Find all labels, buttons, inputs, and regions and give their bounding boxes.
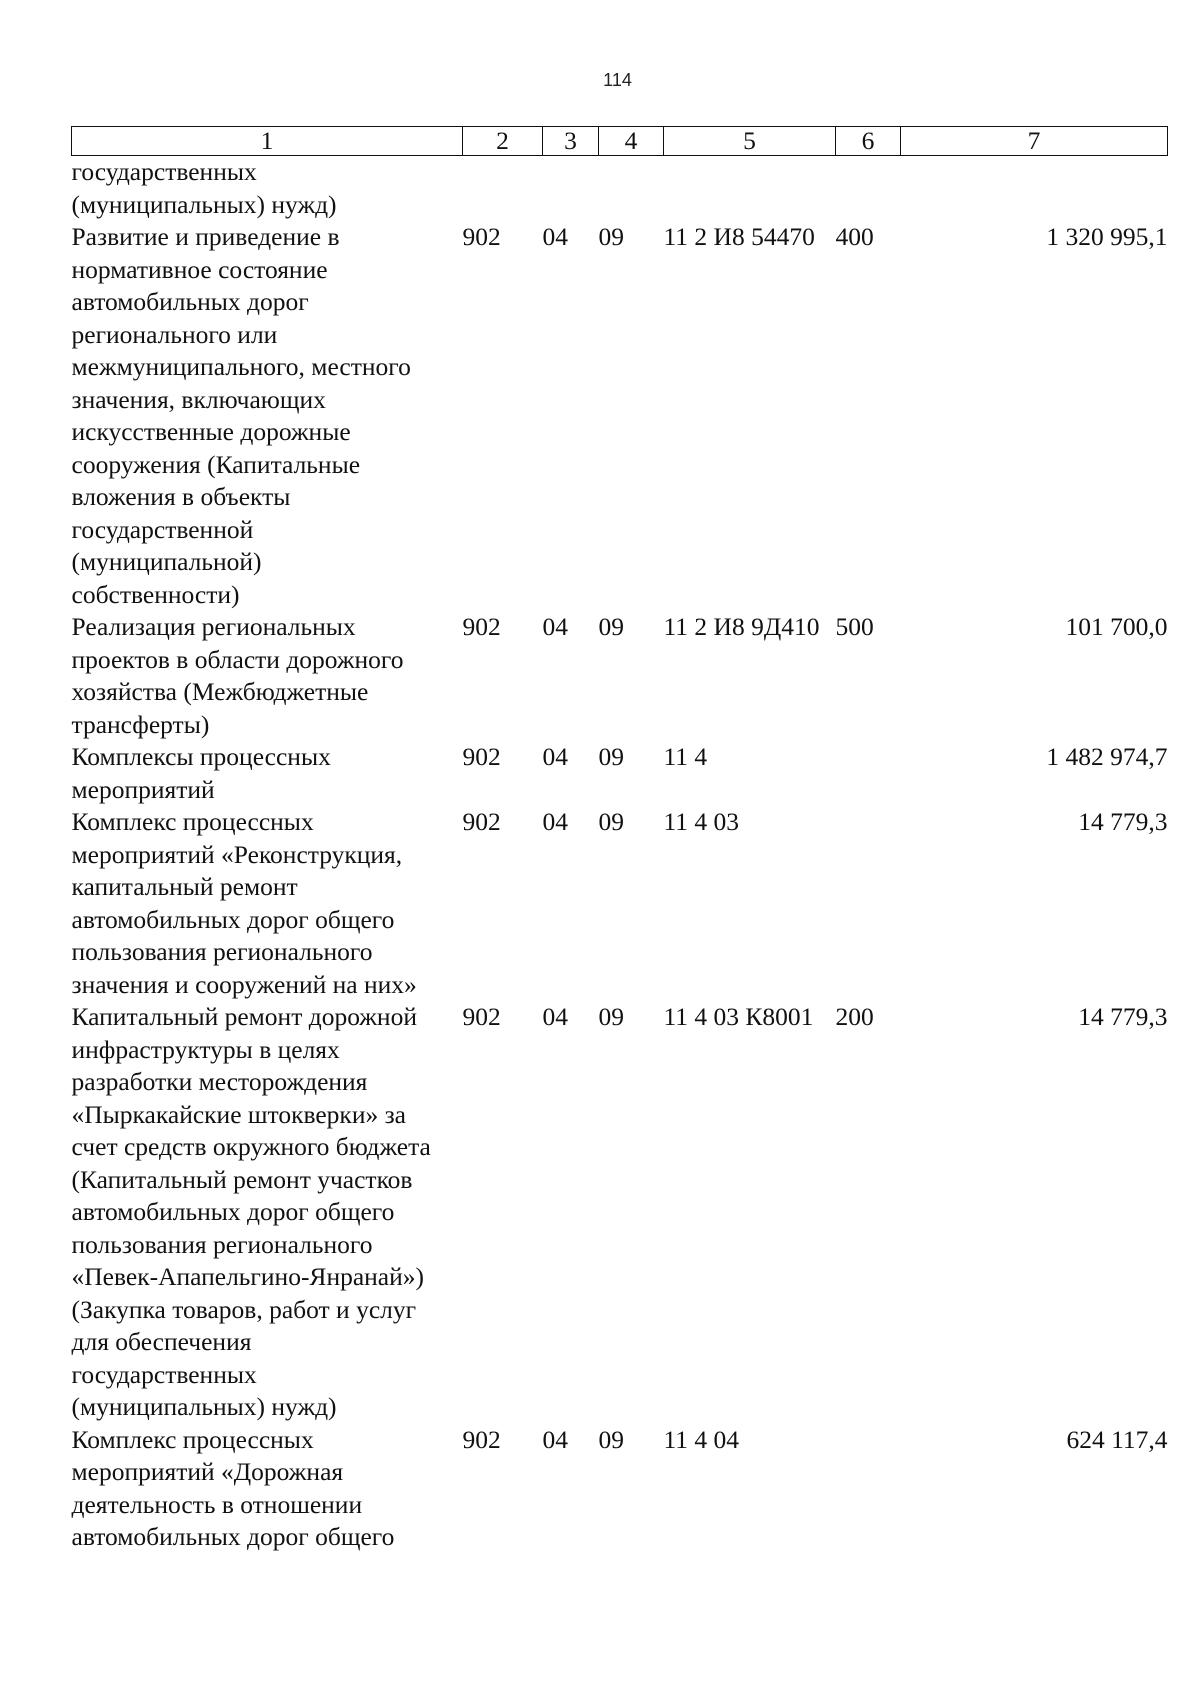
target-article-cell — [664, 156, 836, 222]
amount-cell: 101 700,0 — [1065, 612, 1168, 641]
amount-cell: 1 320 995,1 — [1046, 222, 1168, 251]
section-code-cell — [543, 156, 599, 222]
row-name-cell — [72, 221, 463, 611]
row-name-line: (муниципальной) — [71, 547, 262, 576]
target-article-cell: 11 4 03 К8001 — [663, 1002, 814, 1031]
row-name-line: Развитие и приведение в — [71, 222, 340, 251]
row-name-cell — [72, 611, 463, 741]
column-header-6: 6 — [836, 127, 901, 156]
row-name-line: трансферты) — [71, 709, 210, 739]
budget-table — [71, 126, 1168, 1554]
row-name-line: для обеспечения — [71, 1327, 252, 1356]
table-body — [72, 156, 1168, 1554]
subsection-code-cell: 09 — [598, 612, 624, 641]
row-name-line: автомобильных дорог общего — [71, 1197, 395, 1226]
row-name-cell — [72, 1424, 463, 1554]
row-name-line: хозяйства (Межбюджетные — [71, 677, 369, 706]
amount-cell: 14 779,3 — [1078, 1002, 1168, 1031]
row-name-line: счет средств окружного бюджета — [71, 1132, 431, 1161]
row-name-line: Капитальный ремонт дорожной — [71, 1002, 417, 1031]
row-name-line: мероприятий — [71, 774, 215, 804]
table-row — [72, 1001, 1168, 1424]
subsection-code-cell: 09 — [598, 1002, 624, 1031]
amount-cell: 1 482 974,7 — [1046, 742, 1168, 771]
row-name-line: пользования регионального — [71, 937, 373, 966]
target-article-cell: 11 4 — [663, 742, 708, 771]
section-code-cell: 04 — [542, 222, 568, 251]
section-code-cell: 04 — [542, 742, 568, 771]
row-name-line: «Пыркакайские штокверки» за — [71, 1099, 406, 1129]
row-name-line: Реализация региональных — [71, 612, 356, 641]
section-code-cell: 04 — [542, 612, 568, 641]
row-name-line: Комплексы процессных — [71, 742, 331, 771]
row-name-line: регионального или — [71, 319, 278, 349]
subsection-code-cell: 09 — [598, 807, 624, 836]
row-name-line: автомобильных дорог общего — [71, 904, 395, 934]
row-name-line: пользования регионального — [71, 1229, 373, 1259]
row-name-line: мероприятий «Реконструкция, — [71, 839, 403, 869]
row-name-line: государственных — [71, 157, 257, 186]
row-name-line: (Закупка товаров, работ и услуг — [71, 1294, 417, 1324]
ministry-code-cell: 902 — [462, 1424, 501, 1454]
row-name-line: искусственные дорожные — [71, 417, 351, 446]
row-name-line: собственности) — [71, 579, 240, 609]
column-header-5: 5 — [664, 127, 836, 156]
table-header-row — [72, 127, 1168, 156]
row-name-line: деятельность в отношении — [71, 1489, 363, 1519]
target-article-cell: 11 4 04 — [663, 1424, 740, 1454]
section-code-cell: 04 — [542, 1002, 568, 1031]
expense-type-cell: 400 — [835, 222, 874, 251]
target-article-cell: 11 2 И8 9Д410 — [663, 612, 820, 641]
row-name-line: капитальный ремонт — [71, 872, 298, 901]
expense-type-cell — [836, 156, 901, 222]
expense-type-cell — [836, 806, 901, 1001]
subsection-code-cell: 09 — [598, 742, 624, 771]
table-row — [72, 611, 1168, 741]
section-code-cell: 04 — [542, 807, 568, 836]
column-header-1: 1 — [72, 127, 463, 156]
table-row — [72, 806, 1168, 1001]
row-name-line: значения, включающих — [71, 384, 326, 414]
ministry-code-cell: 902 — [462, 807, 501, 836]
expense-type-cell — [836, 741, 901, 806]
row-name-cell — [72, 741, 463, 806]
row-name-line: сооружения (Капитальные — [71, 449, 361, 479]
table-row — [72, 741, 1168, 806]
row-name-line: значения и сооружений на них» — [71, 969, 417, 999]
row-name-line: проектов в области дорожного — [71, 644, 404, 674]
row-name-line: государственных — [71, 1359, 257, 1389]
row-name-line: «Певек-Апапельгино-Янранай») — [71, 1262, 425, 1291]
column-header-4: 4 — [599, 127, 664, 156]
row-name-line: межмуниципального, местного — [71, 352, 411, 381]
subsection-code-cell: 09 — [598, 222, 624, 251]
ministry-code-cell: 902 — [462, 222, 501, 251]
row-name-line: вложения в объекты — [71, 482, 291, 511]
row-name-line: государственной — [71, 514, 254, 544]
table-row — [72, 156, 1168, 222]
page-number: 114 — [603, 70, 632, 90]
row-name-cell — [72, 806, 463, 1001]
amount-cell: 624 117,4 — [1066, 1424, 1168, 1454]
expense-type-cell: 200 — [835, 1002, 874, 1031]
ministry-code-cell: 902 — [462, 1002, 501, 1031]
section-code-cell: 04 — [542, 1424, 568, 1454]
amount-cell: 14 779,3 — [1078, 807, 1168, 836]
row-name-line: (муниципальных) нужд) — [71, 1392, 337, 1421]
row-name-line: разработки месторождения — [71, 1067, 368, 1096]
subsection-code-cell: 09 — [598, 1424, 624, 1454]
ministry-code-cell — [463, 156, 543, 222]
row-name-line: автомобильных дорог общего — [71, 1522, 395, 1551]
column-header-7: 7 — [901, 127, 1168, 156]
row-name-line: Комплекс процессных — [71, 807, 314, 836]
table-row — [72, 1424, 1168, 1554]
row-name-cell — [72, 1001, 463, 1424]
row-name-line: мероприятий «Дорожная — [71, 1457, 344, 1486]
column-header-2: 2 — [463, 127, 543, 156]
target-article-cell: 11 2 И8 54470 — [663, 222, 815, 251]
row-name-line: (Капитальный ремонт участков — [71, 1164, 413, 1194]
column-header-3: 3 — [543, 127, 599, 156]
row-name-line: (муниципальных) нужд) — [71, 189, 337, 219]
row-name-line: нормативное состояние — [71, 254, 328, 284]
row-name-line: автомобильных дорог — [71, 287, 309, 316]
ministry-code-cell: 902 — [462, 742, 501, 771]
ministry-code-cell: 902 — [462, 612, 501, 641]
expense-type-cell: 500 — [835, 612, 874, 641]
target-article-cell: 11 4 03 — [663, 807, 740, 836]
expense-type-cell — [836, 1424, 901, 1554]
subsection-code-cell — [599, 156, 664, 222]
row-name-line: Комплекс процессных — [71, 1424, 314, 1454]
table-row — [72, 221, 1168, 611]
amount-cell — [901, 156, 1168, 222]
row-name-cell — [72, 156, 463, 222]
row-name-line: инфраструктуры в целях — [71, 1034, 340, 1064]
